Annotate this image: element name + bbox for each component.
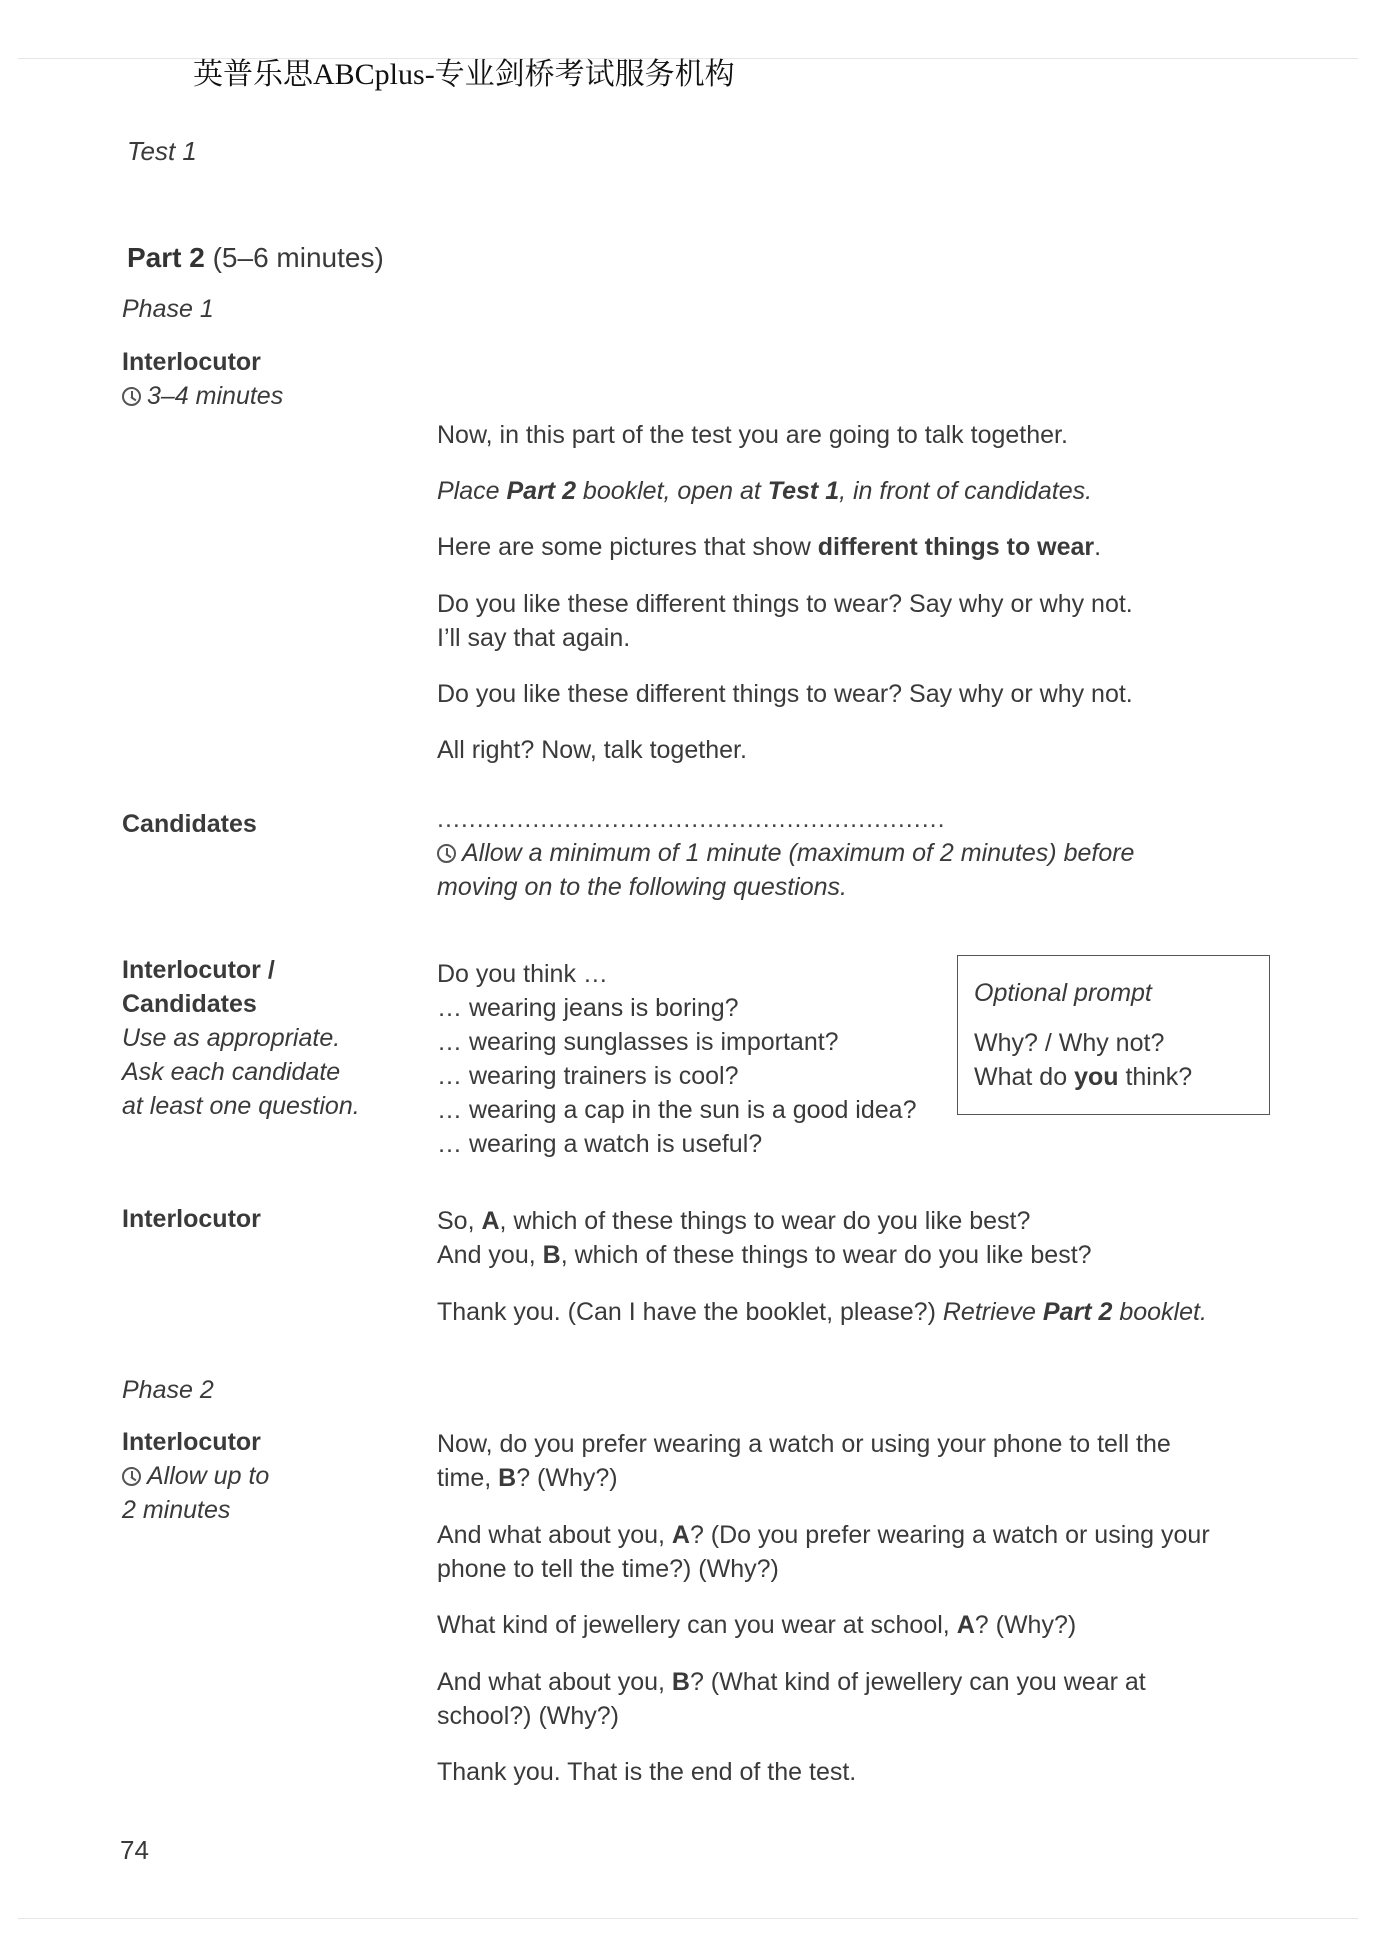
phase2-label: Phase 2 xyxy=(122,1376,214,1404)
part-title xyxy=(127,240,384,276)
phase2-interlocutor-block: Interlocutor Allow up to 2 minutes xyxy=(122,1428,270,1524)
phase1-label: Phase 1 xyxy=(122,295,214,323)
part-name: Part 2 xyxy=(127,242,205,273)
wrap-thanks: Thank you. (Can I have the booklet, please?) Retrieve Part 2 booklet. xyxy=(437,1298,1207,1326)
phase1-line-6: Do you like these different things to wear? Say why or why not. xyxy=(437,680,1133,708)
role-candidates: Candidates xyxy=(122,810,257,838)
response-dots: ................................................................ xyxy=(437,805,946,833)
phase2-q3: What kind of jewellery can you wear at school, A? (Why?) xyxy=(437,1611,1077,1639)
question-item: … wearing a cap in the sun is a good idea? xyxy=(437,1096,917,1124)
question-item: … wearing jeans is boring? xyxy=(437,994,739,1022)
questions-instructions: Interlocutor / Candidates Use as appropriate. Ask each candidate at least one question. xyxy=(122,956,360,1120)
phase1-line-2: Place Part 2 booklet, open at Test 1, in front of candidates. xyxy=(437,477,1093,505)
questions-list: Do you think … … wearing jeans is boring? … wearing sunglasses is important? … wearing trainers is cool? … wearing a cap in the sun is a good idea? … wearing a watch is useful? xyxy=(437,957,937,1161)
optional-prompt-box xyxy=(957,955,1270,1115)
question-item: … wearing sunglasses is important? xyxy=(437,1028,839,1056)
phase1-interlocutor-block xyxy=(122,345,422,413)
footer-rule xyxy=(18,1918,1358,1919)
role-interlocutor-wrap: Interlocutor xyxy=(122,1205,261,1233)
clock-icon xyxy=(122,387,141,406)
part-duration: (5–6 minutes) xyxy=(212,242,384,273)
question-item: … wearing trainers is cool? xyxy=(437,1062,739,1090)
optional-prompt-line2: What do you think? xyxy=(974,1063,1193,1091)
phase2-q1: Now, do you prefer wearing a watch or using your phone to tell the time, B? (Why?) xyxy=(437,1430,1171,1492)
candidates-block: ................................................................ Allow a minimum of 1 minute (maximum of 2 minutes) before moving on to the following questions. xyxy=(437,802,1297,904)
phase1-timing: 3–4 minutes xyxy=(122,379,422,413)
optional-prompt-title: Optional prompt xyxy=(974,979,1152,1007)
question-item: … wearing a watch is useful? xyxy=(437,1130,763,1158)
wrap-lines: So, A, which of these things to wear do you like best? And you, B, which of these things to wear do you like best? xyxy=(437,1207,1092,1269)
optional-prompt-line1: Why? / Why not? xyxy=(974,1029,1165,1057)
phase2-q4: And what about you, B? (What kind of jewellery can you wear at school?) (Why?) xyxy=(437,1668,1146,1730)
page-number: 74 xyxy=(120,1835,149,1865)
phase1-line-1: Now, in this part of the test you are going to talk together. xyxy=(437,421,1068,449)
clock-icon xyxy=(437,844,456,863)
phase1-line-3: Here are some pictures that show different things to wear. xyxy=(437,533,1102,561)
phase2-q2: And what about you, A? (Do you prefer wearing a watch or using your phone to tell the time?) (Why?) xyxy=(437,1521,1210,1583)
test-label: Test 1 xyxy=(127,136,197,166)
phase2-end: Thank you. That is the end of the test. xyxy=(437,1758,857,1786)
phase1-line-4: Do you like these different things to wear? Say why or why not. I’ll say that again. xyxy=(437,590,1133,652)
clock-icon xyxy=(122,1467,141,1486)
phase1-line-7: All right? Now, talk together. xyxy=(437,736,747,764)
watermark-header: 英普乐思ABCplus-专业剑桥考试服务机构 xyxy=(193,58,735,91)
role-interlocutor: Interlocutor xyxy=(122,348,261,376)
